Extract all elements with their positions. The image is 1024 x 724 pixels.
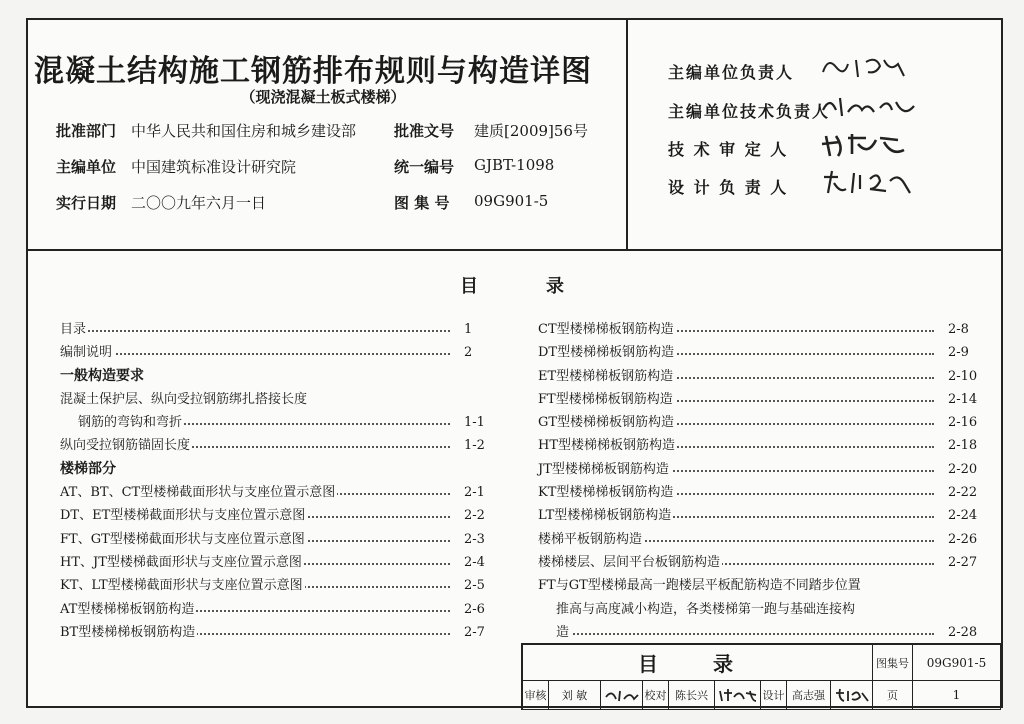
- toc-entry-title: 造: [556, 621, 571, 644]
- toc-title-left: 目: [460, 276, 478, 297]
- toc-page-number: 2-28: [944, 621, 977, 644]
- toc-entry-title: FT型楼梯梯板钢筋构造: [538, 388, 675, 411]
- check-name: 陈长兴: [669, 681, 715, 710]
- toc-entry-title: 楼梯部分: [60, 458, 118, 481]
- responsible-label: 主编单位技术负责人: [668, 102, 831, 121]
- responsible-label: 设 计 负 责 人: [668, 178, 789, 197]
- toc-entry-title: FT与GT型楼梯最高一跑楼层平板配筋构造不同踏步位置: [538, 574, 863, 597]
- responsible-row: [668, 175, 788, 198]
- toc-page-number: 1: [460, 318, 472, 341]
- toc-entry-title: CT型楼梯梯板钢筋构造: [538, 318, 676, 341]
- toc-entry: [60, 481, 490, 504]
- toc-entry-title: JT型楼梯梯板钢筋构造: [538, 458, 671, 481]
- toc-page-number: 2-26: [944, 528, 977, 551]
- toc-entry-title: 编制说明: [60, 341, 114, 364]
- toc-entry: [538, 341, 978, 364]
- signature-image: [818, 52, 918, 82]
- info-label: 批准部门: [56, 122, 117, 140]
- toc-entry: [538, 528, 978, 551]
- toc-page-number: 2-5: [460, 574, 485, 597]
- toc-entry-title: GT型楼梯梯板钢筋构造: [538, 411, 676, 434]
- toc-entry: [60, 388, 490, 411]
- toc-page-number: 2-27: [944, 551, 977, 574]
- toc-entry: [60, 598, 490, 621]
- sub-title: （现浇混凝土板式楼梯）: [240, 88, 406, 106]
- design-name: 高志强: [787, 681, 831, 710]
- toc-entry: [538, 551, 978, 574]
- toc-leader-dots: [558, 633, 934, 635]
- responsible-row: [668, 60, 794, 83]
- toc-page-number: 2-18: [944, 434, 977, 457]
- toc-entry: [538, 574, 978, 597]
- drawing-title: 目 录: [523, 645, 873, 681]
- toc-entry-title: DT型楼梯梯板钢筋构造: [538, 341, 676, 364]
- toc-entry-title: AT型楼梯梯板钢筋构造: [60, 598, 196, 621]
- toc-page-number: 2-1: [460, 481, 485, 504]
- toc-entry: [538, 481, 978, 504]
- info-label: 实行日期: [56, 194, 117, 212]
- toc-entry-title: 混凝土保护层、纵向受拉钢筋绑扎搭接长度: [60, 388, 309, 411]
- toc-page-number: 2-20: [944, 458, 977, 481]
- toc-page-number: 1-2: [460, 434, 485, 457]
- toc-entry: [538, 318, 978, 341]
- toc-right-column: [538, 318, 978, 644]
- toc-entry-title: 一般构造要求: [60, 365, 146, 388]
- toc-page-number: 1-1: [460, 411, 485, 434]
- toc-page-number: 2-6: [460, 598, 485, 621]
- header: [28, 20, 1001, 251]
- page-label: 页: [873, 681, 913, 710]
- design-signature: [831, 681, 873, 710]
- toc-page-number: 2: [460, 341, 472, 364]
- check-signature: [715, 681, 761, 710]
- toc-leader-dots: [80, 353, 450, 355]
- review-signature: [601, 681, 643, 710]
- toc-entry-title: KT型楼梯梯板钢筋构造: [538, 481, 675, 504]
- toc-page-number: 2-10: [944, 365, 977, 388]
- title-block: [521, 643, 1001, 710]
- toc-entry: [60, 621, 490, 644]
- toc-entry-title: 推高与高度减小构造，各类楼梯第一跑与基础连接构: [556, 598, 857, 621]
- atlas-number: 09G901-5: [913, 645, 1001, 681]
- atlas-label: 图集号: [873, 645, 913, 681]
- toc-entry: [538, 434, 978, 457]
- info-value: 中华人民共和国住房和城乡建设部: [131, 122, 357, 140]
- toc-entry-title: FT、GT型楼梯截面形状与支座位置示意图: [60, 528, 307, 551]
- toc-page-number: 2-24: [944, 504, 977, 527]
- toc-entry: [60, 411, 490, 434]
- signature-image: [818, 92, 918, 122]
- signature-image: [818, 167, 918, 197]
- toc-page-number: 2-7: [460, 621, 485, 644]
- toc-page-number: 2-8: [944, 318, 969, 341]
- toc-entry: [538, 621, 978, 644]
- review-label: 审核: [523, 681, 549, 710]
- toc-entry-title: LT型楼梯梯板钢筋构造: [538, 504, 673, 527]
- toc-entry-title: KT、LT型楼梯截面形状与支座位置示意图: [60, 574, 305, 597]
- toc-section-heading: [60, 458, 490, 481]
- check-label: 校对: [643, 681, 669, 710]
- review-name: 刘 敏: [549, 681, 601, 710]
- toc-page-number: 2-9: [944, 341, 969, 364]
- page-number: 1: [913, 681, 1001, 710]
- toc-page-number: 2-2: [460, 504, 485, 527]
- toc-page-number: 2-16: [944, 411, 977, 434]
- toc-entry: [60, 551, 490, 574]
- toc-page-number: 2-3: [460, 528, 485, 551]
- toc-entry: [60, 504, 490, 527]
- design-label: 设计: [761, 681, 787, 710]
- main-title: 混凝土结构施工钢筋排布规则与构造详图: [34, 54, 592, 89]
- toc-entry-title: AT、BT、CT型楼梯截面形状与支座位置示意图: [60, 481, 337, 504]
- header-left: [28, 20, 626, 249]
- toc-entry: [60, 318, 490, 341]
- toc-entry: [60, 528, 490, 551]
- toc-page-number: 2-4: [460, 551, 485, 574]
- toc-entry: [538, 411, 978, 434]
- responsible-label: 主编单位负责人: [668, 63, 795, 82]
- toc-entry: [538, 504, 978, 527]
- info-value: 09G901-5: [474, 192, 549, 210]
- toc-page-number: 2-22: [944, 481, 977, 504]
- responsible-label: 技 术 审 定 人: [668, 140, 789, 159]
- toc-entry-title: 目录: [60, 318, 88, 341]
- info-label: 统一编号: [394, 158, 455, 176]
- info-label: 图 集 号: [394, 194, 450, 212]
- info-value: GJBT-1098: [474, 156, 555, 174]
- toc-entry-title: DT、ET型楼梯截面形状与支座位置示意图: [60, 504, 307, 527]
- toc-entry: [60, 341, 490, 364]
- toc-entry-title: 楼梯平板钢筋构造: [538, 528, 644, 551]
- toc-entry: [538, 365, 978, 388]
- toc-entry-title: 钢筋的弯钩和弯折: [78, 411, 184, 434]
- toc-entry: [60, 434, 490, 457]
- toc-page-number: 2-14: [944, 388, 977, 411]
- toc-entry-title: ET型楼梯梯板钢筋构造: [538, 365, 675, 388]
- toc-leader-dots: [80, 330, 450, 332]
- signature-image: [818, 130, 918, 160]
- toc-entry-title: 纵向受拉钢筋锚固长度: [60, 434, 192, 457]
- info-value: 二〇〇九年六月一日: [131, 194, 267, 212]
- info-value: 中国建筑标准设计研究院: [131, 158, 297, 176]
- toc-entry-title: BT型楼梯梯板钢筋构造: [60, 621, 197, 644]
- toc-left-column: [60, 318, 490, 644]
- responsible-row: [668, 137, 788, 160]
- info-value: 建质[2009]56号: [474, 122, 588, 140]
- info-label: 批准文号: [394, 122, 455, 140]
- toc-entry: [538, 388, 978, 411]
- header-right: [626, 20, 1003, 249]
- responsible-row: [668, 99, 830, 122]
- toc-entry: [538, 598, 978, 621]
- toc-entry: [538, 458, 978, 481]
- toc-entry-title: HT型楼梯梯板钢筋构造: [538, 434, 677, 457]
- info-label: 主编单位: [56, 158, 117, 176]
- toc-entry: [60, 574, 490, 597]
- toc-section-heading: [60, 365, 490, 388]
- toc-entry-title: HT、JT型楼梯截面形状与支座位置示意图: [60, 551, 304, 574]
- toc-entry-title: 楼梯楼层、层间平台板钢筋构造: [538, 551, 722, 574]
- drawing-sheet: [26, 18, 1003, 708]
- toc-title-right: 录: [546, 276, 564, 297]
